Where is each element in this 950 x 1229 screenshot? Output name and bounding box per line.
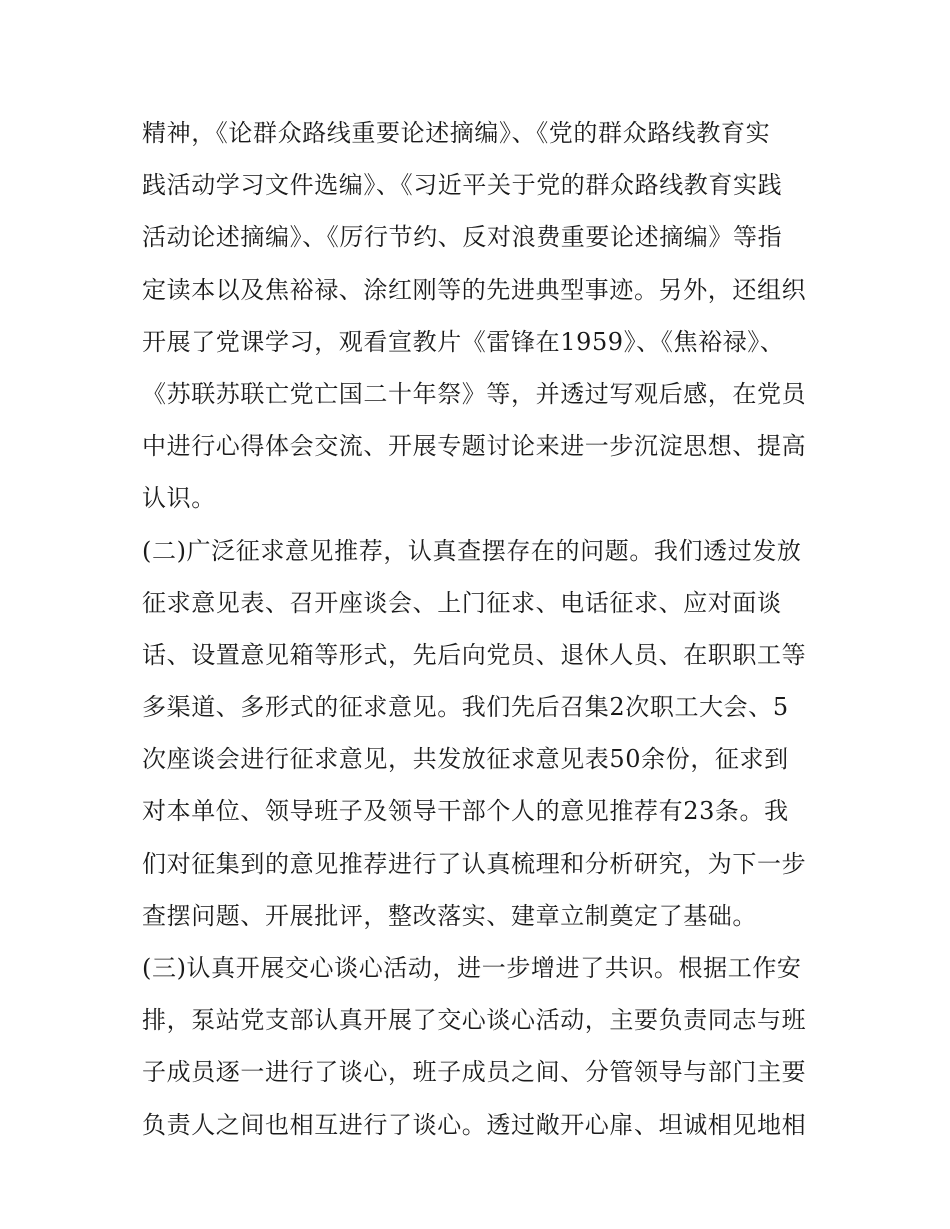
text-line: 开展了党课学习，观看宣教片《雷锋在1959》、《焦裕禄》、 xyxy=(142,327,785,356)
text-line: 认识。 xyxy=(142,484,216,513)
text-line: 们对征集到的意见推荐进行了认真梳理和分析研究，为下一步 xyxy=(142,849,807,878)
text-line: 中进行心得体会交流、开展专题讨论来进一步沉淀思想、提高 xyxy=(142,432,807,461)
section-heading-line: (三)认真开展交心谈心活动，进一步增进了共识。根据工作安 xyxy=(142,954,802,982)
body-text xyxy=(142,107,822,1151)
text-line: 排，泵站党支部认真开展了交心谈心活动，主要负责同志与班 xyxy=(142,1006,807,1035)
text-line: 践活动学习文件选编》、《习近平关于党的群众路线教育实践 xyxy=(142,171,783,200)
text-line: 子成员逐一进行了谈心，班子成员之间、分管领导与部门主要 xyxy=(142,1058,807,1087)
text-line: 多渠道、多形式的征求意见。我们先后召集2次职工大会、5 xyxy=(142,693,789,722)
text-line: 对本单位、领导班子及领导干部个人的意见推荐有23条。我 xyxy=(142,797,789,826)
text-line: 精神，《论群众路线重要论述摘编》、《党的群众路线教育实 xyxy=(142,119,771,147)
text-line: 《苏联苏联亡党亡国二十年祭》等，并透过写观后感，在党员 xyxy=(142,379,807,408)
text-line: 查摆问题、开展批评，整改落实、建章立制奠定了基础。 xyxy=(142,901,757,930)
text-line: 话、设置意见箱等形式，先后向党员、退休人员、在职职工等 xyxy=(142,640,807,669)
text-line: 定读本以及焦裕禄、涂红刚等的先进典型事迹。另外，还组织 xyxy=(142,275,807,304)
section-heading-line: (二)广泛征求意见推荐，认真查摆存在的问题。我们透过发放 xyxy=(142,536,802,565)
text-line: 负责人之间也相互进行了谈心。透过敞开心扉、坦诚相见地相 xyxy=(142,1110,807,1139)
text-line: 征求意见表、召开座谈会、上门征求、电话征求、应对面谈 xyxy=(142,588,782,617)
text-line: 次座谈会进行征求意见，共发放征求意见表50余份，征求到 xyxy=(142,745,789,774)
text-line: 活动论述摘编》、《厉行节约、反对浪费重要论述摘编》等指 xyxy=(142,223,783,252)
